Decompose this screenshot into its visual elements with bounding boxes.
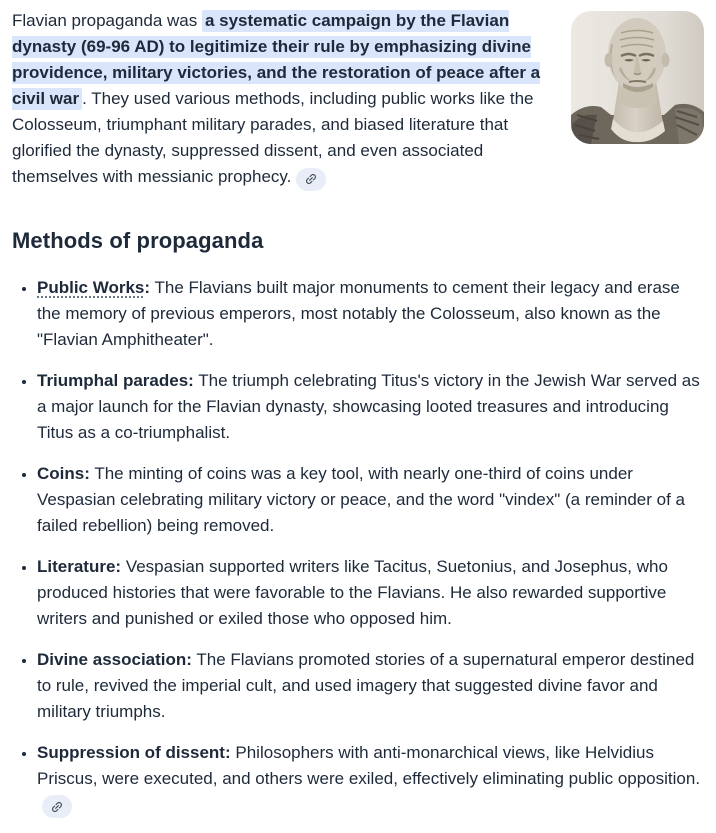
intro-highlighted-text: a systematic campaign by the Flavian dynasty (69-96 AD) to legitimize their rule by emphasizing divine providence, military victories, and the restoration of peace after a civil war: [12, 11, 541, 108]
citation-link-button[interactable]: [42, 795, 72, 818]
term-text: Divine association: [37, 649, 187, 669]
list-item-suppression-of-dissent: [37, 740, 704, 819]
term-text: Suppression of dissent: [37, 742, 225, 762]
term-suppression-of-dissent: [37, 743, 231, 762]
term-colon: :: [224, 742, 231, 762]
term-literature: [37, 557, 121, 576]
citation-link-button[interactable]: [296, 168, 326, 191]
bust-illustration: [571, 11, 704, 144]
intro-text-after: . They used various methods, including public works like the Colosseum, triumphant military parades, and biased literature that glorified the dynasty, suppressed dissent, and even associated themselves with messianic prophecy.: [12, 89, 534, 186]
intro-row: [12, 8, 704, 191]
term-text: Literature: [37, 556, 116, 576]
term-colon: :: [186, 649, 192, 669]
term-colon: :: [188, 370, 194, 390]
item-body: The triumph celebrating Titus's victory in the Jewish War served as a major launch for the Flavian dynasty, showcasing looted treasures and introducing Titus as a co-triumphalist.: [37, 370, 700, 442]
list-item-literature: [37, 554, 704, 632]
list-item-coins: [37, 461, 704, 539]
link-icon: [304, 172, 318, 186]
link-icon: [50, 800, 64, 814]
term-public-works-link[interactable]: Public Works: [37, 277, 145, 297]
term-coins: [37, 464, 90, 483]
list-item-triumphal-parades: [37, 368, 704, 446]
term-text: Triumphal parades: [37, 370, 189, 390]
item-body: Vespasian supported writers like Tacitus, Suetonius, and Josephus, who produced histories that were favorable to the Flavians. He also rewarded supportive writers and punished or exiled those who opposed him.: [37, 556, 668, 628]
methods-list: [12, 275, 704, 819]
vespasian-bust-image[interactable]: [571, 11, 704, 144]
list-item-public-works: [37, 275, 704, 353]
term-colon: :: [115, 556, 122, 576]
intro-paragraph: [12, 8, 557, 191]
item-body: Philosophers with anti-monarchical views, like Helvidius Priscus, were executed, and others were exiled, effectively eliminating public opposition.: [37, 742, 701, 788]
item-body: The Flavians promoted stories of a supernatural emperor destined to rule, revived the imperial cult, and used imagery that suggested divine favor and military triumphs.: [37, 649, 695, 721]
section-heading: Methods of propaganda: [12, 227, 264, 253]
term-public-works: [37, 278, 150, 297]
list-item-divine-association: [37, 647, 704, 725]
term-divine-association: [37, 650, 192, 669]
item-body: The minting of coins was a key tool, with nearly one-third of coins under Vespasian celebrating military victory or peace, and the word "vindex" (a reminder of a failed rebellion) being removed.: [37, 463, 686, 535]
item-body: The Flavians built major monuments to cement their legacy and erase the memory of previous emperors, most notably the Colosseum, also known as the "Flavian Amphitheater".: [37, 277, 680, 349]
term-text: Coins: [37, 463, 85, 483]
intro-text-before: Flavian propaganda was: [12, 11, 202, 30]
term-colon: :: [84, 463, 90, 483]
term-triumphal-parades: [37, 371, 194, 390]
term-colon: :: [144, 277, 151, 297]
